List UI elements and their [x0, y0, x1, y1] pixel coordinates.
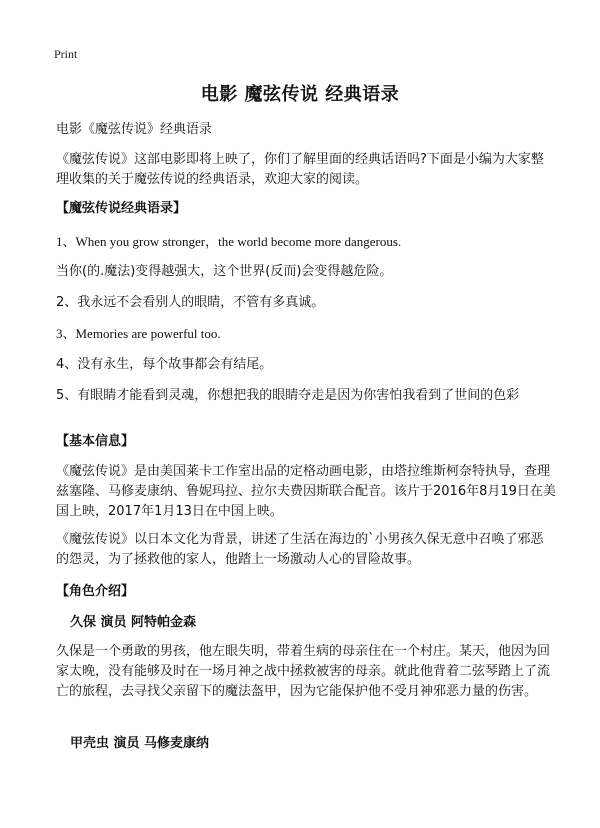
- document-title: 电影 魔弦传说 经典语录: [200, 84, 400, 105]
- quote-2: 2、我永远不会看别人的眼睛，不管有多真诚。: [56, 295, 325, 310]
- quote-1-en: 1、When you grow stronger，the world become more dangerous.: [56, 234, 402, 249]
- print-link[interactable]: Print: [54, 47, 78, 61]
- info-paragraph-2: 《魔弦传说》以日本文化为背景，讲述了生活在海边的`小男孩久保无意中召唤了邪恶的怨灵，为了拯救他的家人，他踏上一场激动人心的冒险故事。: [56, 532, 544, 567]
- info-paragraph-1: 《魔弦传说》是由美国莱卡工作室出品的定格动画电影，由塔拉维斯柯奈特执导，查理兹塞隆、马修麦康纳、鲁妮玛拉、拉尔夫费因斯联合配音。该片于2016年8月19日在美国上映，2017年1月13日在中国上映。: [56, 464, 556, 519]
- section-heading-info: 【基本信息】: [56, 434, 135, 449]
- intro-paragraph: 《魔弦传说》这部电影即将上映了，你们了解里面的经典话语吗?下面是小编为大家整理收集的关于魔弦传说的经典语录，欢迎大家的阅读。: [56, 152, 544, 187]
- role-1-heading: 久保 演员 阿特帕金森: [70, 615, 197, 630]
- section-heading-roles: 【角色介绍】: [56, 584, 135, 599]
- quote-5: 5、有眼睛才能看到灵魂，你想把我的眼睛夺走是因为你害怕我看到了世间的色彩: [56, 388, 520, 403]
- role-2-heading: 甲壳虫 演员 马修麦康纳: [70, 736, 210, 751]
- section-heading-quotes: 【魔弦传说经典语录】: [56, 201, 187, 216]
- quote-1-zh: 当你(的.魔法)变得越强大，这个世界(反而)会变得越危险。: [56, 264, 393, 279]
- quote-4: 4、没有永生，每个故事都会有结尾。: [56, 357, 273, 372]
- quote-3-en: 3、Memories are powerful too.: [56, 326, 221, 341]
- document-subtitle: 电影《魔弦传说》经典语录: [56, 122, 213, 137]
- role-1-description: 久保是一个勇敢的男孩，他左眼失明，带着生病的母亲住在一个村庄。某天，他因为回家太晚，没有能够及时在一场月神之战中拯救被害的母亲。就此他背着二弦琴踏上了流亡的旅程，去寻找父亲留下的魔法盔甲，因为它能保护他不受月神邪恶力量的伤害。: [56, 644, 551, 699]
